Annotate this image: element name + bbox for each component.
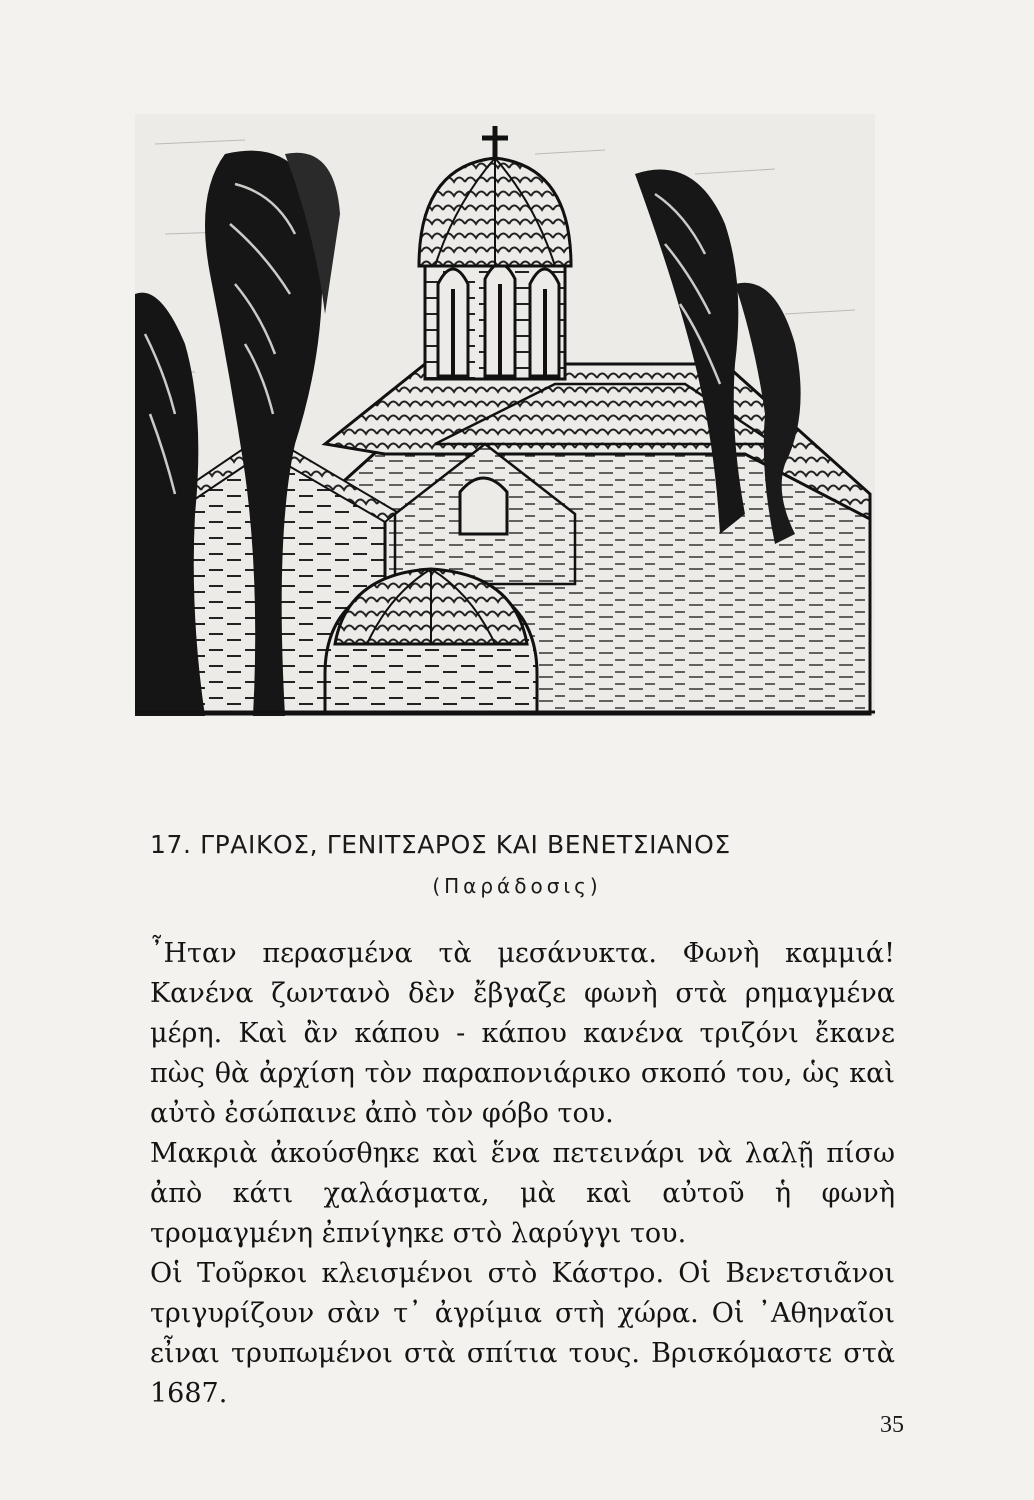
body-text — [150, 934, 895, 1414]
paragraph: Οἱ Τοῦρκοι κλεισμένοι στὸ Κάστρο. Οἱ Βενετσιᾶνοι τριγυρίζουν σὰν τ᾽ ἀγρίμια στὴ χώρα. Οἱ ᾽Αθηναῖοι εἶναι τρυπωμένοι στὰ σπίτια τους. Βρισκόμαστε στὰ 1687. — [150, 1258, 895, 1409]
church-drawing — [135, 114, 875, 716]
paragraph: ῏Ηταν περασμένα τὰ μεσάνυκτα. Φωνὴ καμμιά! Κανένα ζωντανὸ δὲν ἔβγαζε φωνὴ στὰ ρημαγμένα μέρη. Καὶ ἂν κάπου - κάπου κανένα τριζόνι ἔκανε πὼς θὰ ἀρχίση τὸν παραπονιάρικο σκοπό του, ὡς καὶ αὐτὸ ἐσώπαινε ἀπὸ τὸν φόβο του. — [150, 938, 895, 1129]
chapter-subtitle: (Παράδοσις) — [432, 874, 602, 898]
page-number: 35 — [880, 1412, 904, 1438]
chapter-title: 17. ΓΡΑΙΚΟΣ, ΓΕΝΙΤΣΑΡΟΣ ΚΑΙ ΒΕΝΕΤΣΙΑΝΟΣ — [150, 830, 731, 859]
paragraph: Μακριὰ ἀκούσθηκε καὶ ἕνα πετεινάρι νὰ λαλῇ πίσω ἀπὸ κάτι χαλάσματα, μὰ καὶ αὐτοῦ ἡ φωνὴ τρομαγμένη ἐπνίγηκε στὸ λαρύγγι του. — [150, 1138, 895, 1249]
church-illustration — [135, 114, 875, 716]
